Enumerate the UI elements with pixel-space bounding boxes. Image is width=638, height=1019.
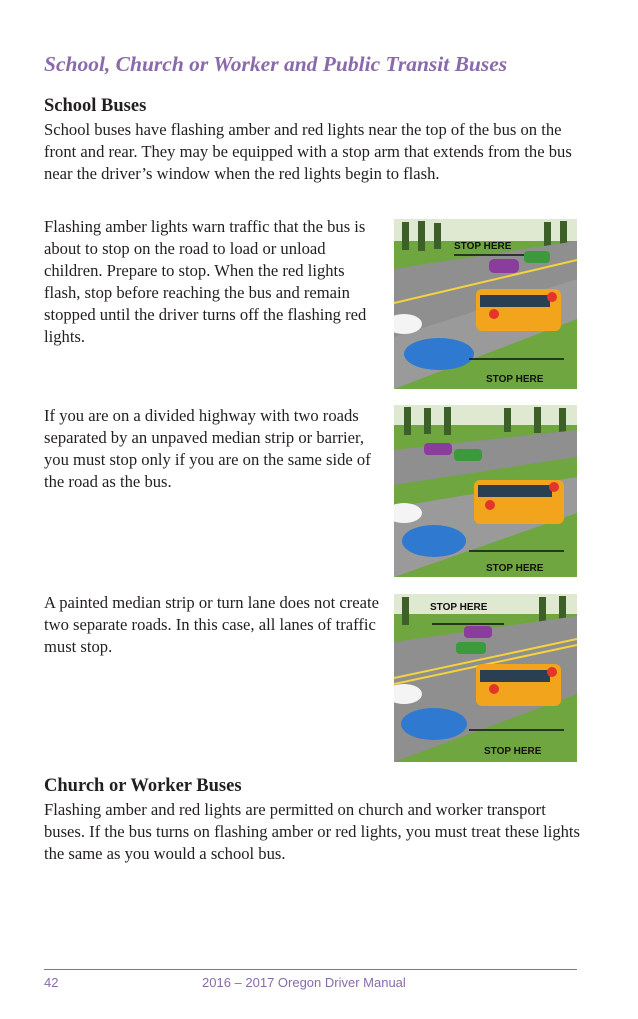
page-number: 42 (44, 975, 59, 990)
manual-title: 2016 – 2017 Oregon Driver Manual (202, 975, 406, 990)
amber-lights-paragraph: Flashing amber lights warn traffic that the bus is about to stop on the road to load or unload children. Prepare to stop. When the red lights flash, stop before reaching the bus and remain stopped until the driver turns off the flashing red lights. (44, 217, 367, 346)
church-worker-body: Flashing amber and red lights are permitted on church and worker transport buses. If the bus turns on flashing amber or red lights, you must treat these lights the same as you would a school bus. (44, 800, 580, 863)
stop-here-label-top: STOP HERE (430, 602, 488, 613)
undivided-road-illustration (394, 219, 577, 389)
church-worker-heading: Church or Worker Buses (44, 776, 242, 796)
stop-here-label-bottom: STOP HERE (486, 374, 544, 385)
school-buses-heading: School Buses (44, 96, 147, 116)
painted-median-paragraph: A painted median strip or turn lane does not create two separate roads. In this case, all lanes of traffic must stop. (44, 593, 379, 656)
divided-highway-paragraph: If you are on a divided highway with two roads separated by an unpaved median strip or barrier, you must stop only if you are on the same side of the road as the bus. (44, 406, 371, 491)
stop-here-label-top: STOP HERE (454, 241, 512, 252)
footer-rule (44, 969, 577, 970)
stop-here-label-bottom: STOP HERE (484, 746, 542, 757)
stop-here-label: STOP HERE (486, 563, 544, 574)
divided-highway-illustration (394, 405, 577, 577)
page-title: School, Church or Worker and Public Transit Buses (44, 52, 508, 76)
painted-median-illustration (394, 594, 577, 762)
school-buses-intro: School buses have flashing amber and red lights near the top of the bus on the front and rear. They may be equipped with a stop arm that extends from the bus near the driver’s window when the red lights begin to flash. (44, 120, 572, 183)
